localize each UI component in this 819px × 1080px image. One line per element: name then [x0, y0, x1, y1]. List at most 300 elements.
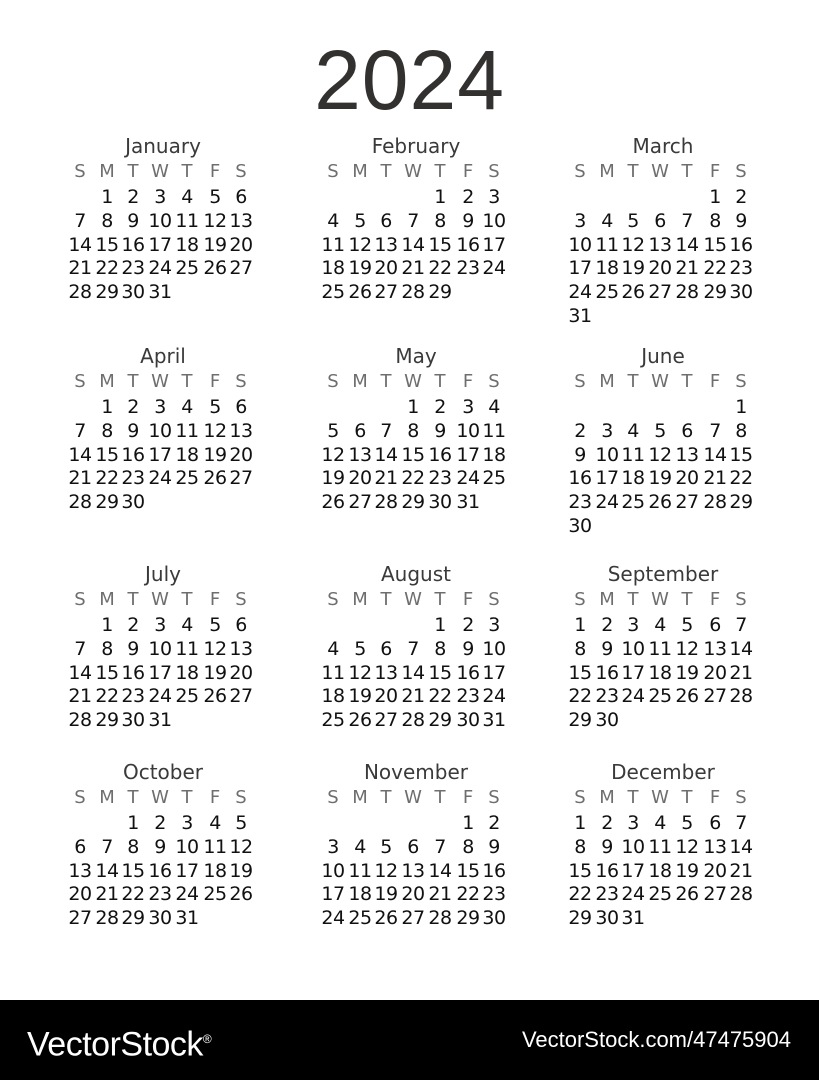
day-cell: 30: [121, 709, 145, 732]
day-cell: 24: [456, 467, 480, 490]
day-cell: 29: [428, 709, 452, 732]
weekday-header: M: [352, 161, 368, 182]
day-cell: 7: [74, 637, 86, 660]
day-cell: 17: [621, 859, 645, 882]
day-cell: 8: [434, 209, 446, 232]
weekday-header: F: [462, 371, 474, 392]
day-cell: 2: [735, 186, 747, 208]
day-cell: 13: [348, 443, 372, 466]
day-cell: 21: [401, 257, 425, 280]
day-cell: 29: [729, 491, 753, 514]
day-cell: 28: [95, 907, 119, 930]
day-cell: 3: [488, 614, 500, 636]
weekday-header: F: [209, 787, 221, 808]
day-cell: 19: [675, 859, 699, 882]
day-cell: 27: [374, 281, 398, 304]
weekday-header: T: [380, 787, 392, 808]
day-cell: 15: [121, 859, 145, 882]
day-cell: 9: [601, 637, 613, 660]
day-cell: 27: [703, 883, 727, 906]
day-cell: 23: [568, 491, 592, 514]
day-cell: 2: [127, 614, 139, 636]
day-cell: 22: [568, 685, 592, 708]
day-cell: 1: [735, 396, 747, 418]
day-cell: 17: [148, 443, 172, 466]
day-cell: 6: [709, 614, 721, 636]
day-cell: 21: [703, 467, 727, 490]
day-cell: 15: [401, 443, 425, 466]
month-name: November: [363, 760, 469, 784]
day-cell: 13: [229, 637, 253, 660]
day-cell: 28: [68, 281, 92, 304]
day-cell: 2: [127, 186, 139, 208]
day-cell: 13: [374, 233, 398, 256]
day-cell: 8: [574, 637, 586, 660]
day-cell: 21: [68, 685, 92, 708]
weekday-header: T: [127, 787, 139, 808]
day-cell: 26: [675, 685, 699, 708]
day-cell: 20: [229, 661, 253, 684]
day-cell: 23: [482, 883, 506, 906]
day-cell: 30: [595, 907, 619, 930]
day-cell: 14: [401, 233, 425, 256]
weekday-header: S: [488, 161, 500, 182]
day-cell: 1: [101, 396, 113, 418]
day-cell: 7: [735, 812, 747, 834]
day-cell: 14: [428, 859, 452, 882]
day-cell: 15: [428, 661, 452, 684]
day-cell: 8: [574, 835, 586, 858]
weekday-header: W: [404, 589, 422, 610]
day-cell: 14: [729, 835, 753, 858]
day-cell: 30: [428, 491, 452, 514]
weekday-header: T: [434, 787, 446, 808]
month-name: June: [641, 344, 685, 368]
day-cell: 20: [374, 685, 398, 708]
day-cell: 31: [456, 491, 480, 514]
day-cell: 26: [348, 281, 372, 304]
day-cell: 4: [181, 396, 193, 418]
day-cell: 25: [648, 883, 672, 906]
weekday-header: T: [434, 161, 446, 182]
day-cell: 3: [181, 812, 193, 834]
weekday-header: M: [352, 589, 368, 610]
day-cell: 6: [407, 835, 419, 858]
weekday-header: W: [151, 371, 169, 392]
image-id: VectorStock.com/47475904: [521, 1027, 791, 1052]
day-cell: 20: [675, 467, 699, 490]
day-cell: 7: [74, 209, 86, 232]
day-cell: 19: [321, 467, 345, 490]
day-cell: 16: [456, 233, 480, 256]
day-cell: 12: [321, 443, 345, 466]
day-cell: 25: [203, 883, 227, 906]
day-cell: 28: [729, 883, 753, 906]
day-cell: 16: [456, 661, 480, 684]
day-cell: 16: [121, 661, 145, 684]
weekday-header: T: [380, 161, 392, 182]
day-cell: 11: [175, 637, 199, 660]
day-cell: 24: [482, 257, 506, 280]
weekday-header: M: [352, 371, 368, 392]
day-cell: 7: [380, 419, 392, 442]
vectorstock-logo: [27, 1017, 211, 1066]
day-cell: 24: [482, 685, 506, 708]
day-cell: 3: [154, 614, 166, 636]
day-cell: 27: [229, 257, 253, 280]
weekday-header: S: [74, 787, 86, 808]
day-cell: 26: [348, 709, 372, 732]
day-cell: 2: [154, 812, 166, 834]
day-cell: 24: [595, 491, 619, 514]
day-cell: 7: [407, 209, 419, 232]
day-cell: 5: [354, 637, 366, 660]
weekday-header: F: [709, 161, 721, 182]
weekday-header: W: [151, 787, 169, 808]
day-cell: 27: [703, 685, 727, 708]
day-cell: 10: [568, 233, 592, 256]
day-cell: 11: [321, 661, 345, 684]
weekday-header: T: [380, 589, 392, 610]
day-cell: 19: [203, 661, 227, 684]
weekday-header: S: [488, 787, 500, 808]
day-cell: 30: [148, 907, 172, 930]
day-cell: 30: [121, 281, 145, 304]
day-cell: 23: [148, 883, 172, 906]
day-cell: 15: [729, 443, 753, 466]
day-cell: 30: [482, 907, 506, 930]
day-cell: 11: [348, 859, 372, 882]
day-cell: 6: [235, 614, 247, 636]
day-cell: 21: [729, 859, 753, 882]
weekday-header: T: [627, 589, 639, 610]
weekday-header: S: [735, 371, 747, 392]
day-cell: 19: [203, 233, 227, 256]
day-cell: 11: [203, 835, 227, 858]
weekday-header: F: [462, 787, 474, 808]
day-cell: 18: [321, 685, 345, 708]
day-cell: 17: [148, 233, 172, 256]
day-cell: 31: [175, 907, 199, 930]
day-cell: 24: [621, 883, 645, 906]
day-cell: 26: [648, 491, 672, 514]
day-cell: 15: [95, 233, 119, 256]
day-cell: 18: [175, 233, 199, 256]
day-cell: 23: [121, 467, 145, 490]
day-cell: 17: [482, 661, 506, 684]
day-cell: 15: [428, 233, 452, 256]
day-cell: 27: [401, 907, 425, 930]
day-cell: 31: [621, 907, 645, 930]
day-cell: 30: [456, 709, 480, 732]
day-cell: 24: [148, 685, 172, 708]
weekday-header: T: [434, 589, 446, 610]
day-cell: 30: [595, 709, 619, 732]
day-cell: 16: [729, 233, 753, 256]
day-cell: 10: [148, 419, 172, 442]
day-cell: 20: [374, 257, 398, 280]
day-cell: 22: [95, 467, 119, 490]
day-cell: 19: [229, 859, 253, 882]
weekday-header: S: [235, 589, 247, 610]
day-cell: 19: [621, 257, 645, 280]
weekday-header: S: [235, 787, 247, 808]
day-cell: 18: [321, 257, 345, 280]
day-cell: 9: [434, 419, 446, 442]
day-cell: 5: [380, 835, 392, 858]
weekday-header: S: [327, 161, 339, 182]
day-cell: 23: [456, 685, 480, 708]
day-cell: 3: [154, 186, 166, 208]
weekday-header: T: [627, 787, 639, 808]
month-name: March: [632, 134, 694, 158]
day-cell: 23: [456, 257, 480, 280]
weekday-header: W: [151, 589, 169, 610]
day-cell: 12: [203, 637, 227, 660]
weekday-header: T: [181, 371, 193, 392]
day-cell: 7: [681, 209, 693, 232]
day-cell: 24: [148, 257, 172, 280]
day-cell: 20: [68, 883, 92, 906]
day-cell: 18: [595, 257, 619, 280]
day-cell: 17: [321, 883, 345, 906]
day-cell: 26: [374, 907, 398, 930]
day-cell: 24: [321, 907, 345, 930]
day-cell: 5: [235, 812, 247, 834]
day-cell: 2: [488, 812, 500, 834]
day-cell: 22: [568, 883, 592, 906]
day-cell: 26: [229, 883, 253, 906]
day-cell: 21: [675, 257, 699, 280]
day-cell: 29: [456, 907, 480, 930]
day-cell: 15: [456, 859, 480, 882]
weekday-header: M: [99, 787, 115, 808]
day-cell: 6: [681, 419, 693, 442]
day-cell: 25: [175, 467, 199, 490]
day-cell: 5: [627, 209, 639, 232]
day-cell: 18: [648, 859, 672, 882]
day-cell: 19: [348, 685, 372, 708]
day-cell: 4: [488, 396, 500, 418]
day-cell: 14: [68, 443, 92, 466]
weekday-header: S: [735, 589, 747, 610]
month-name: December: [611, 760, 715, 784]
day-cell: 25: [175, 257, 199, 280]
day-cell: 15: [95, 443, 119, 466]
day-cell: 26: [203, 685, 227, 708]
weekday-header: S: [327, 589, 339, 610]
weekday-header: T: [181, 787, 193, 808]
weekday-header: F: [209, 371, 221, 392]
weekday-header: F: [462, 161, 474, 182]
day-cell: 7: [407, 637, 419, 660]
weekday-header: T: [127, 161, 139, 182]
day-cell: 4: [654, 614, 666, 636]
day-cell: 25: [648, 685, 672, 708]
brand-name: VectorStock: [27, 1025, 203, 1064]
day-cell: 2: [601, 614, 613, 636]
day-cell: 30: [568, 515, 592, 537]
day-cell: 18: [621, 467, 645, 490]
day-cell: 16: [121, 443, 145, 466]
weekday-header: F: [462, 589, 474, 610]
day-cell: 19: [648, 467, 672, 490]
day-cell: 20: [348, 467, 372, 490]
day-cell: 27: [374, 709, 398, 732]
day-cell: 1: [709, 186, 721, 208]
day-cell: 22: [428, 685, 452, 708]
day-cell: 29: [95, 491, 119, 514]
day-cell: 3: [627, 812, 639, 834]
day-cell: 8: [101, 637, 113, 660]
day-cell: 28: [675, 281, 699, 304]
day-cell: 28: [374, 491, 398, 514]
day-cell: 28: [401, 709, 425, 732]
weekday-header: S: [74, 371, 86, 392]
day-cell: 3: [154, 396, 166, 418]
day-cell: 4: [209, 812, 221, 834]
day-cell: 8: [101, 419, 113, 442]
day-cell: 21: [401, 685, 425, 708]
day-cell: 5: [209, 396, 221, 418]
day-cell: 17: [148, 661, 172, 684]
day-cell: 11: [621, 443, 645, 466]
weekday-header: S: [235, 371, 247, 392]
day-cell: 16: [148, 859, 172, 882]
day-cell: 8: [127, 835, 139, 858]
day-cell: 4: [327, 209, 339, 232]
day-cell: 24: [568, 281, 592, 304]
day-cell: 9: [154, 835, 166, 858]
day-cell: 1: [127, 812, 139, 834]
day-cell: 19: [348, 257, 372, 280]
day-cell: 10: [148, 637, 172, 660]
day-cell: 11: [175, 209, 199, 232]
weekday-header: T: [681, 371, 693, 392]
day-cell: 9: [574, 443, 586, 466]
day-cell: 18: [348, 883, 372, 906]
day-cell: 22: [428, 257, 452, 280]
day-cell: 6: [235, 186, 247, 208]
weekday-header: M: [99, 589, 115, 610]
day-cell: 8: [735, 419, 747, 442]
day-cell: 9: [127, 209, 139, 232]
day-cell: 15: [95, 661, 119, 684]
weekday-header: F: [709, 787, 721, 808]
day-cell: 20: [229, 443, 253, 466]
day-cell: 12: [621, 233, 645, 256]
day-cell: 10: [482, 209, 506, 232]
day-cell: 1: [407, 396, 419, 418]
day-cell: 2: [127, 396, 139, 418]
day-cell: 5: [681, 614, 693, 636]
day-cell: 17: [175, 859, 199, 882]
day-cell: 20: [229, 233, 253, 256]
day-cell: 1: [101, 186, 113, 208]
day-cell: 9: [601, 835, 613, 858]
day-cell: 14: [675, 233, 699, 256]
day-cell: 24: [621, 685, 645, 708]
day-cell: 14: [401, 661, 425, 684]
day-cell: 17: [456, 443, 480, 466]
weekday-header: M: [599, 787, 615, 808]
day-cell: 13: [68, 859, 92, 882]
day-cell: 28: [401, 281, 425, 304]
day-cell: 5: [681, 812, 693, 834]
day-cell: 29: [95, 709, 119, 732]
month-name: February: [371, 134, 461, 158]
weekday-header: S: [74, 161, 86, 182]
weekday-header: S: [235, 161, 247, 182]
day-cell: 2: [601, 812, 613, 834]
day-cell: 2: [574, 419, 586, 442]
day-cell: 1: [574, 812, 586, 834]
weekday-header: T: [434, 371, 446, 392]
day-cell: 9: [127, 637, 139, 660]
day-cell: 12: [229, 835, 253, 858]
day-cell: 25: [321, 281, 345, 304]
weekday-header: T: [627, 161, 639, 182]
day-cell: 6: [709, 812, 721, 834]
day-cell: 9: [462, 209, 474, 232]
day-cell: 1: [574, 614, 586, 636]
day-cell: 10: [321, 859, 345, 882]
day-cell: 25: [321, 709, 345, 732]
weekday-header: M: [99, 161, 115, 182]
weekday-header: T: [127, 371, 139, 392]
day-cell: 17: [621, 661, 645, 684]
weekday-header: S: [574, 589, 586, 610]
day-cell: 21: [374, 467, 398, 490]
day-cell: 27: [348, 491, 372, 514]
day-cell: 29: [568, 709, 592, 732]
day-cell: 17: [482, 233, 506, 256]
month-name: July: [145, 562, 181, 586]
day-cell: 10: [621, 835, 645, 858]
day-cell: 19: [374, 883, 398, 906]
weekday-header: S: [574, 787, 586, 808]
day-cell: 30: [729, 281, 753, 304]
day-cell: 22: [121, 883, 145, 906]
day-cell: 4: [654, 812, 666, 834]
day-cell: 22: [703, 257, 727, 280]
weekday-header: T: [181, 589, 193, 610]
day-cell: 8: [407, 419, 419, 442]
day-cell: 31: [148, 709, 172, 732]
day-cell: 29: [121, 907, 145, 930]
day-cell: 13: [703, 835, 727, 858]
day-cell: 29: [95, 281, 119, 304]
day-cell: 21: [68, 467, 92, 490]
day-cell: 26: [321, 491, 345, 514]
day-cell: 12: [348, 233, 372, 256]
day-cell: 9: [488, 835, 500, 858]
weekday-header: S: [327, 371, 339, 392]
day-cell: 16: [595, 661, 619, 684]
day-cell: 20: [703, 661, 727, 684]
day-cell: 18: [203, 859, 227, 882]
day-cell: 25: [482, 467, 506, 490]
day-cell: 6: [380, 637, 392, 660]
day-cell: 2: [462, 186, 474, 208]
weekday-header: T: [380, 371, 392, 392]
weekday-header: F: [209, 161, 221, 182]
weekday-header: S: [735, 787, 747, 808]
day-cell: 14: [68, 233, 92, 256]
day-cell: 28: [428, 907, 452, 930]
month-name: October: [122, 760, 204, 784]
day-cell: 18: [175, 443, 199, 466]
